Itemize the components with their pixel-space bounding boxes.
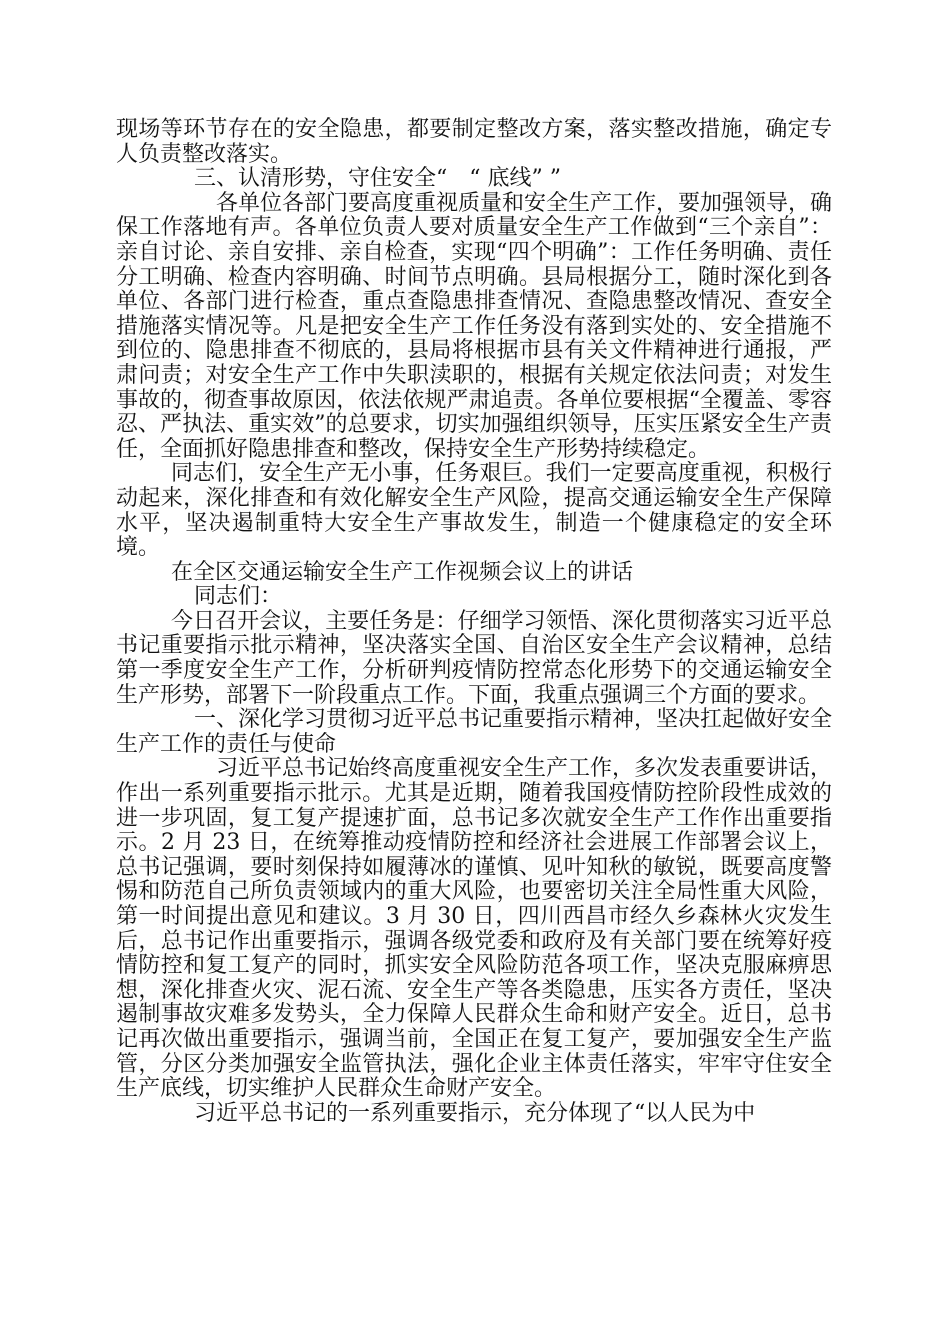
document-page	[116, 118, 832, 1126]
paragraph-intro: 今日召开会议，主要任务是：仔细学习领悟、深化贯彻落实习近平总书记重要指示批示精神，坚决落实全国、自治区安全生产会议精神，总结第一季度安全生产工作，分析研判疫情防控常态化形势下的交通运输安全生产形势，部署下一阶段重点工作。下面，我重点强调三个方面的要求。	[116, 608, 832, 708]
paragraph-continuation: 现场等环节存在的安全隐患，都要制定整改方案，落实整改措施，确定专人负责整改落实。	[116, 117, 832, 167]
speech-title: 在全区交通运输安全生产工作视频会议上的讲话	[171, 559, 634, 585]
section-heading-3: 三、认清形势，守住安全“ “ 底线” ”	[194, 166, 561, 192]
salutation: 同志们：	[194, 584, 283, 610]
paragraph-body: 各单位各部门要高度重视质量和安全生产工作，要加强领导，确保工作落地有声。各单位负责人要对质量安全生产工作做到“三个亲自”：亲自讨论、亲自安排、亲自检查，实现“四个明确”：工作任务明确、责任分工明确、检查内容明确、时间节点明确。县局根据分工，随时深化到各单位、各部门进行检查，重点查隐患排查情况、查隐患整改情况、查安全措施落实情况等。凡是把安全生产工作任务没有落到实处的、安全措施不到位的、隐患排查不彻底的，县局将根据市县有关文件精神进行通报，严肃问责；对安全生产工作中失职渎职的，根据有关规定依法问责；对发生事故的，彻查事故原因，依法依规严肃追责。各单位要根据“全覆盖、零容忍、严执法、重实效”的总要求，切实加强组织领导，压实压紧安全生产责任，全面抓好隐患排查和整改，保持安全生产形势持续稳定。	[116, 190, 833, 462]
section-heading-1: 一、深化学习贯彻习近平总书记重要指示精神，坚决扛起做好安全生产工作的责任与使命	[116, 707, 833, 757]
paragraph-trailing: 习近平总书记的一系列重要指示，充分体现了“以人民为中	[194, 1100, 756, 1126]
paragraph-body: 习近平总书记始终高度重视安全生产工作，多次发表重要讲话，作出一系列重要指示批示。尤其是近期，随着我国疫情防控阶段性成效的进一步巩固，复工复产提速扩面，总书记多次就安全生产工作作出重要指示。2 月 23 日，在统筹推动疫情防控和经济社会进展工作部署会议上，总书记强调，要时刻保持如履薄冰的谨慎、见叶知秋的敏锐，既要高度警惕和防范自己所负责领域内的重大风险，也要密切关注全局性重大风险，第一时间提出意见和建议。3 月 30 日，四川西昌市经久乡森林火灾发生后，总书记作出重要指示，强调各级党委和政府及有关部门要在统筹好疫情防控和复工复产的同时，抓实安全风险防范各项工作，坚决克服麻痹思想，深化排查火灾、泥石流、安全生产等各类隐患，压实各方责任，坚决遏制事故灾难多发势头，全力保障人民群众生命和财产安全。近日，总书记再次做出重要指示，强调当前，全国正在复工复产，要加强安全生产监管，分区分类加强安全监管执法，强化企业主体责任落实，牢牢守住安全生产底线，切实维护人民群众生命财产安全。	[116, 756, 833, 1102]
paragraph-closing: 同志们，安全生产无小事，任务艰巨。我们一定要高度重视，积极行动起来，深化排查和有效化解安全生产风险，提高交通运输安全生产保障水平，坚决遏制重特大安全生产事故发生，制造一个健康稳定的安全环境。	[116, 461, 832, 561]
